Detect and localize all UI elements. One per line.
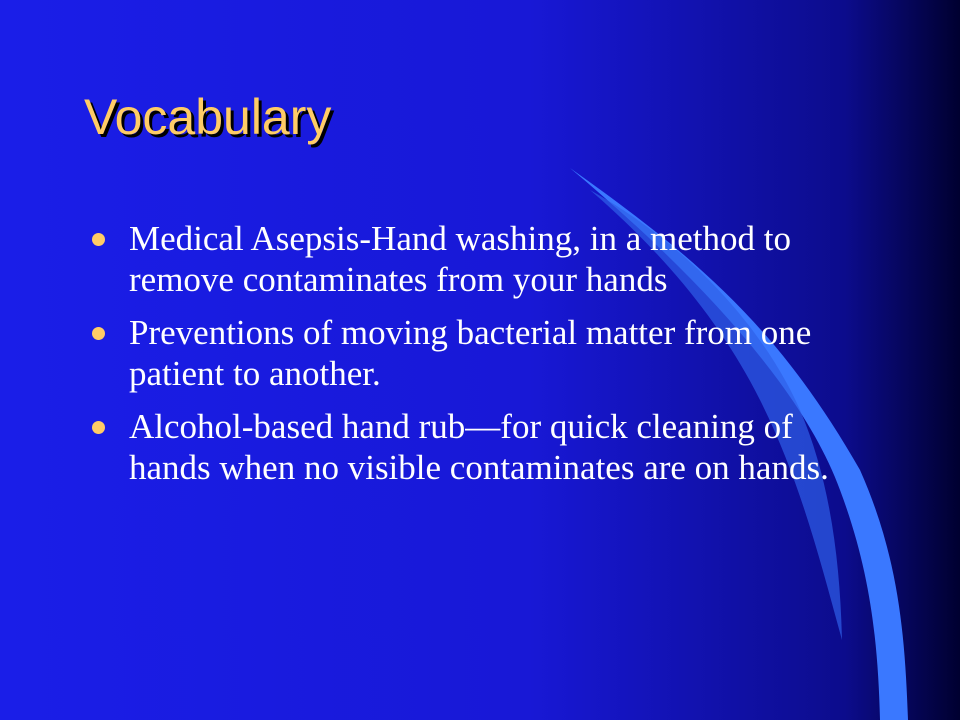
bullet-dot-icon — [92, 327, 105, 340]
bullet-text: Alcohol-based hand rub—for quick cleaning of hands when no visible contaminates are on hands. — [129, 407, 829, 487]
bullet-item — [92, 218, 852, 300]
bullet-dot-icon — [92, 233, 105, 246]
bullet-text: Medical Asepsis-Hand washing, in a method to remove contaminates from your hands — [129, 219, 791, 299]
bullet-list — [92, 218, 852, 500]
slide-title: Vocabulary — [84, 89, 332, 145]
bullet-dot-icon — [92, 421, 105, 434]
bullet-text: Preventions of moving bacterial matter from one patient to another. — [129, 313, 812, 393]
bullet-item — [92, 406, 852, 488]
bullet-item — [92, 312, 852, 394]
